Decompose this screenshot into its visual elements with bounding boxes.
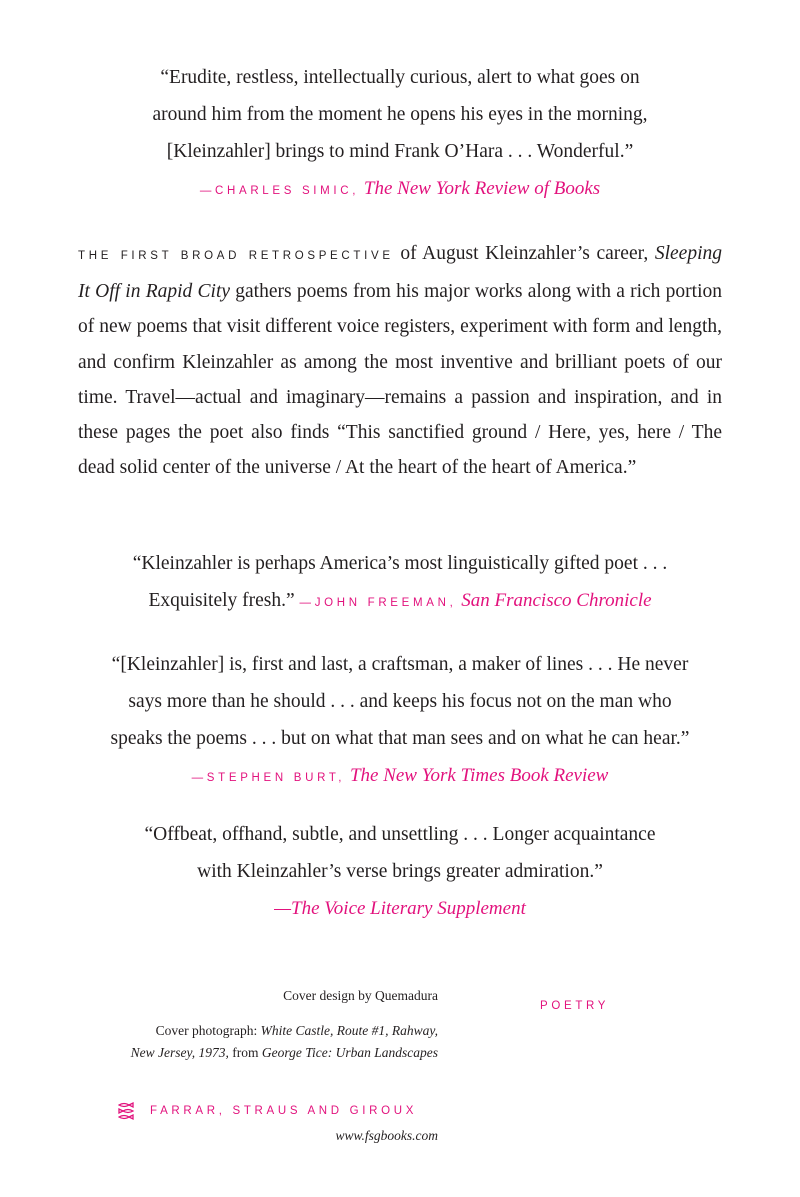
book-title: Sleeping It Off in Rapid City <box>78 243 723 303</box>
quote-line: “[Kleinzahler] is, first and last, a craftsman, a maker of lines . . . He never <box>111 654 689 675</box>
quote-source: San Francisco Chronicle <box>461 590 652 611</box>
quote-freeman <box>0 545 800 622</box>
quote-burt <box>0 646 800 797</box>
quote-line: says more than he should . . . and keeps his focus not on the man who <box>128 691 672 712</box>
credit-label: Cover photograph: <box>155 1023 261 1038</box>
quote-author: —STEPHEN BURT, <box>191 772 346 784</box>
credit-line <box>131 1020 438 1042</box>
quote-attribution <box>0 170 800 210</box>
photo-title: New Jersey, 1973, <box>130 1045 229 1060</box>
quote-attribution <box>0 757 800 797</box>
quote-author: —CHARLES SIMIC, <box>199 185 360 197</box>
photo-book: George Tice: Urban Landscapes <box>261 1045 438 1060</box>
quote-simic <box>0 59 800 210</box>
quote-attribution <box>300 590 652 611</box>
quote-attribution <box>0 890 800 927</box>
category-label: POETRY <box>540 1000 610 1012</box>
quote-source: The New York Review of Books <box>363 178 601 199</box>
credit-line <box>131 1042 438 1064</box>
description-text: gathers poems from his major works along with a rich portion of new poems that visit different voice registers, experiment with form and length, and confirm Kleinzahler as among the most inventive and brilliant poets of our time. Travel—actual and imaginary—remains a passion and inspiration, and in these pages the poet also finds “This sanctified ground / Here, yes, here / The dead solid center of the universe / At the heart of the heart of America.” <box>78 281 722 479</box>
quote-source: The New York Times Book Review <box>349 765 609 786</box>
cover-design-credit: Cover design by Quemadura <box>283 988 438 1003</box>
publisher-url[interactable]: www.fsgbooks.com <box>335 1128 438 1143</box>
quote-line <box>0 582 800 622</box>
publisher-imprint <box>118 1101 417 1121</box>
quote-line: around him from the moment he opens his eyes in the morning, <box>152 104 648 125</box>
quote-line: “Offbeat, offhand, subtle, and unsettling . . . Longer acquaintance <box>144 824 656 845</box>
photo-title: White Castle, Route #1, Rahway, <box>260 1023 438 1038</box>
book-description <box>78 236 722 485</box>
description-lead: THE FIRST BROAD RETROSPECTIVE <box>78 250 394 262</box>
quote-line: “Kleinzahler is perhaps America’s most linguistically gifted poet . . . <box>132 553 668 574</box>
quote-source: —The Voice Literary Supplement <box>274 898 526 919</box>
cover-photo-credit <box>131 1020 438 1064</box>
quote-voice <box>0 816 800 927</box>
quote-line: [Kleinzahler] brings to mind Frank O’Hara . . . Wonderful.” <box>166 141 634 162</box>
quote-line: “Erudite, restless, intellectually curious, alert to what goes on <box>160 67 640 88</box>
quote-line: with Kleinzahler’s verse brings greater admiration.” <box>197 861 603 882</box>
quote-line: speaks the poems . . . but on what that man sees and on what he can hear.” <box>110 728 690 749</box>
description-text: of August Kleinzahler’s career, <box>393 243 655 264</box>
credit-text: from <box>228 1045 262 1060</box>
quote-text: Exquisitely fresh.” <box>148 590 300 611</box>
publisher-name: FARRAR, STRAUS AND GIROUX <box>150 1105 418 1117</box>
fsg-fish-logo-icon <box>118 1101 138 1121</box>
quote-author: —JOHN FREEMAN, <box>299 597 457 609</box>
